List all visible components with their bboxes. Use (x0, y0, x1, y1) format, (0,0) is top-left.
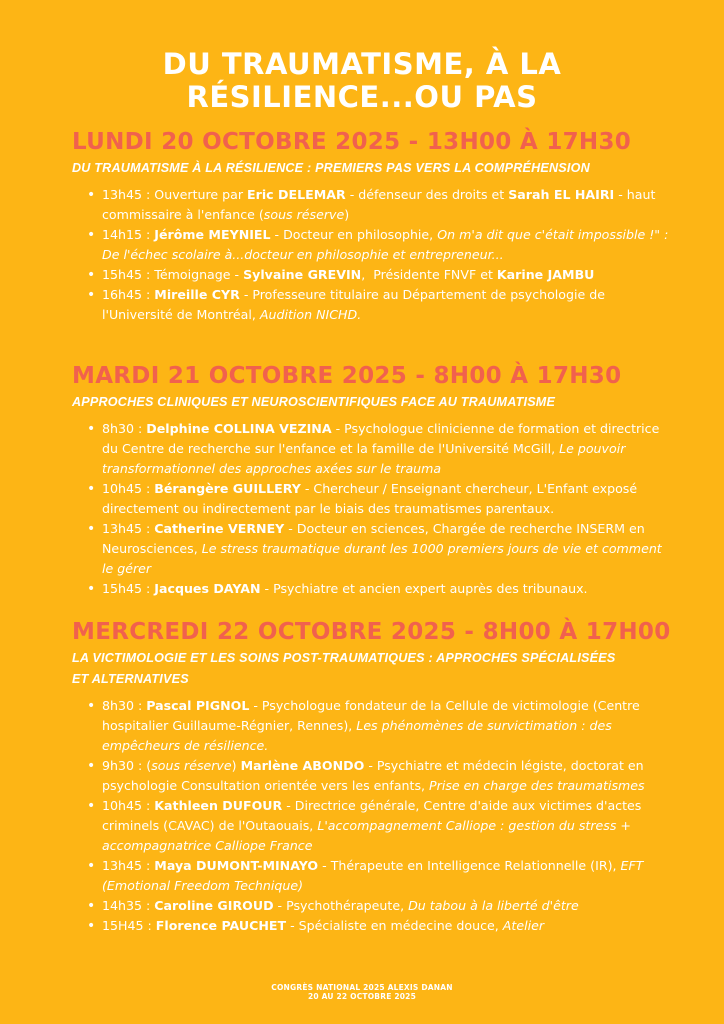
speaker-name: Jacques DAYAN (154, 581, 261, 596)
session-item: • 10h45 : Kathleen DUFOUR - Directrice générale, Centre d'aide aux victimes d'actes criminels (CAVAC) de l'Outaouais, L'accompagnement Calliope : gestion du stress + accompagnatrice Calliope France (102, 796, 672, 856)
session-text: - haut commissaire à l'enfance ( (102, 187, 656, 222)
footer-dates: 20 AU 22 OCTOBRE 2025 (307, 992, 417, 1001)
session-note: sous réserve (151, 758, 232, 773)
talk-title: Atelier (502, 918, 545, 933)
session-time: 8h30 (102, 698, 135, 713)
speaker-name: Mireille CYR (154, 287, 240, 302)
session-time: 16h45 (102, 287, 143, 302)
page-title (0, 48, 724, 114)
speaker-desc: - Psychothérapeute, (273, 898, 409, 913)
session-item: • 15H45 : Florence PAUCHET - Spécialiste en médecine douce, Atelier (102, 916, 672, 936)
session-list (72, 185, 672, 325)
session-time: 13h45 (102, 521, 143, 536)
speaker-name: Delphine COLLINA VEZINA (146, 421, 332, 436)
session-time: 8h30 (102, 421, 135, 436)
speaker-name: Maya DUMONT-MINAYO (154, 858, 319, 873)
speaker-name: Karine JAMBU (496, 267, 595, 282)
session-text: Témoignage - (154, 267, 244, 282)
speaker-desc: - Chercheur / Enseignant chercheur, L'Enfant exposé directement ou indirectement par le biais des traumatismes parentaux. (102, 481, 638, 516)
day-subtitle: APPROCHES CLINIQUES ET NEUROSCIENTIFIQUES FACE AU TRAUMATISME (72, 395, 556, 409)
session-note: sous réserve (263, 207, 345, 222)
speaker-name: Florence PAUCHET (155, 918, 287, 933)
session-time: 10h45 (102, 798, 143, 813)
speaker-name: Pascal PIGNOL (146, 698, 250, 713)
session-text: ) (344, 207, 350, 222)
speaker-name: Sylvaine GREVIN (243, 267, 362, 282)
talk-title: EFT (Emotional Freedom Technique) (102, 858, 644, 893)
speaker-name: Marlène ABONDO (240, 758, 365, 773)
session-item: • 10h45 : Bérangère GUILLERY - Chercheur / Enseignant chercheur, L'Enfant exposé directement ou indirectement par le biais des traumatismes parentaux. (102, 479, 672, 519)
session-time: 13h45 (102, 187, 143, 202)
session-time: 9h30 (102, 758, 135, 773)
talk-title: Le stress traumatique durant les 1000 premiers jours de vie et comment le gérer (102, 541, 662, 576)
footer-congress-name: CONGRÈS NATIONAL 2025 ALEXIS DANAN (271, 983, 453, 992)
speaker-desc: - Directrice générale, Centre d'aide aux victimes d'actes criminels (CAVAC) de l'Outaouais, (102, 798, 642, 833)
speaker-name: Caroline GIROUD (154, 898, 274, 913)
day-subtitle: DU TRAUMATISME À LA RÉSILIENCE : PREMIERS PAS VERS LA COMPRÉHENSION (72, 161, 590, 175)
title-line-1: DU TRAUMATISME, À LA (162, 47, 562, 81)
session-time: 14h35 (102, 898, 143, 913)
session-time: 10h45 (102, 481, 143, 496)
speaker-desc: - Psychiatre et médecin légiste, doctorat en psychologie Consultation orientée vers les enfants, (102, 758, 644, 793)
day-section-tuesday (72, 362, 672, 599)
session-list (72, 696, 672, 936)
talk-title: Le pouvoir transformationnel des approches axées sur le trauma (102, 441, 626, 476)
day-subtitle: LA VICTIMOLOGIE ET LES SOINS POST-TRAUMATIQUES : APPROCHES SPÉCIALISÉES ET ALTERNATIVES (72, 651, 616, 686)
session-item: • 13h45 : Ouverture par Eric DELEMAR - défenseur des droits et Sarah EL HAIRI - haut commissaire à l'enfance (sous réserve) (102, 185, 672, 225)
speaker-name: Kathleen DUFOUR (154, 798, 283, 813)
speaker-name: Catherine VERNEY (154, 521, 285, 536)
session-time: 15h45 (102, 267, 143, 282)
speaker-name: Bérangère GUILLERY (154, 481, 301, 496)
speaker-name: Sarah EL HAIRI (508, 187, 615, 202)
speaker-desc: - Psychiatre et ancien expert auprès des tribunaux. (260, 581, 588, 596)
session-text: , Présidente FNVF et (361, 267, 497, 282)
session-time: 15H45 (102, 918, 144, 933)
speaker-name: Eric DELEMAR (247, 187, 346, 202)
speaker-desc: - Docteur en sciences, Chargée de recherche INSERM en Neurosciences, (102, 521, 645, 556)
talk-title: L'accompagnement Calliope : gestion du stress + accompagnatrice Calliope France (102, 818, 631, 853)
talk-title: Audition NICHD. (259, 307, 362, 322)
session-list (72, 419, 672, 599)
day-heading: LUNDI 20 OCTOBRE 2025 - 13H00 À 17H30 (72, 129, 632, 155)
session-item: • 9h30 : (sous réserve) Marlène ABONDO - Psychiatre et médecin légiste, doctorat en psychologie Consultation orientée vers les enfants, Prise en charge des traumatismes (102, 756, 672, 796)
session-time: 13h45 (102, 858, 143, 873)
session-text: Ouverture par (154, 187, 248, 202)
day-section-wednesday (72, 618, 672, 936)
session-item: • 14h15 : Jérôme MEYNIEL - Docteur en philosophie, On m'a dit que c'était impossible !" : De l'échec scolaire à...docteur en philosophie et entrepreneur... (102, 225, 672, 265)
speaker-name: Jérôme MEYNIEL (154, 227, 271, 242)
session-item: • 15h45 : Témoignage - Sylvaine GREVIN, Présidente FNVF et Karine JAMBU (102, 265, 672, 285)
speaker-desc: - Docteur en philosophie, (270, 227, 438, 242)
speaker-desc: - Thérapeute en Intelligence Relationnelle (IR), (318, 858, 621, 873)
day-section-monday (72, 128, 672, 325)
session-item: • 15h45 : Jacques DAYAN - Psychiatre et ancien expert auprès des tribunaux. (102, 579, 672, 599)
talk-title: On m'a dit que c'était impossible !" : De l'échec scolaire à...docteur en philosophie et entrepreneur... (102, 227, 669, 262)
session-time: 15h45 (102, 581, 143, 596)
footer (0, 983, 724, 1001)
session-item: • 8h30 : Pascal PIGNOL - Psychologue fondateur de la Cellule de victimologie (Centre hospitalier Guillaume-Régnier, Rennes), Les phénomènes de survictimation : des empêcheurs de résilience. (102, 696, 672, 756)
speaker-desc: - Spécialiste en médecine douce, (286, 918, 503, 933)
talk-title: Du tabou à la liberté d'être (408, 898, 579, 913)
session-item: • 16h45 : Mireille CYR - Professeure titulaire au Département de psychologie de l'Université de Montréal, Audition NICHD. (102, 285, 672, 325)
day-heading: MERCREDI 22 OCTOBRE 2025 - 8H00 À 17H00 (72, 619, 671, 645)
speaker-desc: - Psychologue fondateur de la Cellule de victimologie (Centre hospitalier Guillaume-Régnier, Rennes), (102, 698, 640, 733)
talk-title: Prise en charge des traumatismes (429, 778, 645, 793)
speaker-desc: - Professeure titulaire au Département de psychologie de l'Université de Montréal, (102, 287, 606, 322)
day-heading: MARDI 21 OCTOBRE 2025 - 8H00 À 17H30 (72, 363, 622, 389)
title-line-2: RÉSILIENCE...OU PAS (186, 80, 538, 114)
session-item: • 8h30 : Delphine COLLINA VEZINA - Psychologue clinicienne de formation et directrice du Centre de recherche sur l'enfance et la famille de l'Université McGill, Le pouvoir transformationnel des approches axées sur le trauma (102, 419, 672, 479)
session-time: 14h15 (102, 227, 143, 242)
session-item: • 13h45 : Maya DUMONT-MINAYO - Thérapeute en Intelligence Relationnelle (IR), EFT (Emotional Freedom Technique) (102, 856, 672, 896)
talk-title: Les phénomènes de survictimation : des empêcheurs de résilience. (102, 718, 612, 753)
session-text: - défenseur des droits et (345, 187, 509, 202)
session-item: • 13h45 : Catherine VERNEY - Docteur en sciences, Chargée de recherche INSERM en Neurosciences, Le stress traumatique durant les 1000 premiers jours de vie et comment le gérer (102, 519, 672, 579)
speaker-desc: - Psychologue clinicienne de formation et directrice du Centre de recherche sur l'enfance et la famille de l'Université McGill, (102, 421, 660, 456)
session-item: • 14h35 : Caroline GIROUD - Psychothérapeute, Du tabou à la liberté d'être (102, 896, 672, 916)
